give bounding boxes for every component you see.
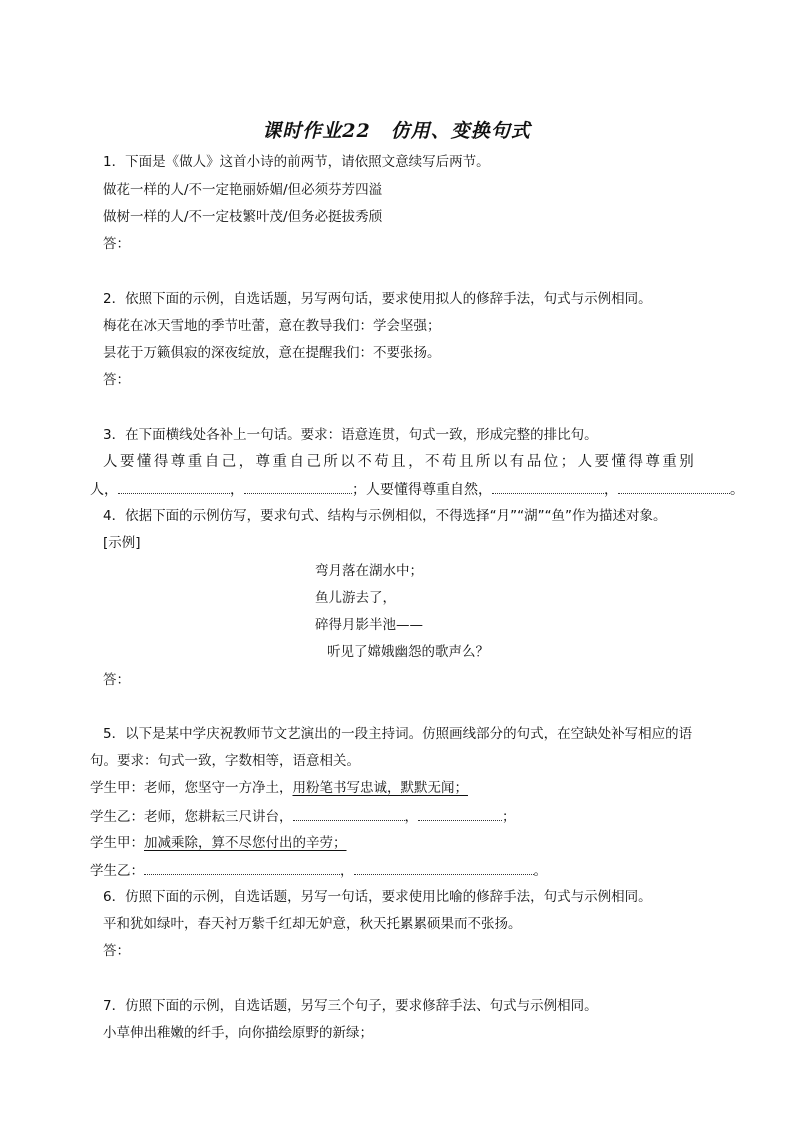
q5-b-semicolon: ； <box>502 809 516 825</box>
q3-period: 。 <box>730 482 744 498</box>
q5-line-c <box>90 833 347 853</box>
q5-c-underlined: 加减乘除，算不尽您付出的辛劳； <box>144 835 347 851</box>
q7-example-line: 小草伸出稚嫩的纤手，向你描绘原野的新绿； <box>103 1025 373 1041</box>
q1-example-line-2: 做树一样的人/不一定枝繁叶茂/但务必挺拔秀颀 <box>103 209 383 225</box>
q2-prompt: 2．依照下面的示例，自选话题，另写两句话，要求使用拟人的修辞手法，句式与示例相同。 <box>103 291 652 307</box>
q5-d-period: 。 <box>533 863 547 879</box>
q5-a-label: 学生甲：老师，您坚守一方净土， <box>90 780 293 796</box>
q3-text-mid: ；人要懂得尊重自然， <box>352 482 492 498</box>
q5-d-label: 学生乙： <box>90 863 144 879</box>
q3-comma-1: ， <box>230 482 244 498</box>
q2-example-line-2: 昙花于万籁俱寂的深夜绽放，意在提醒我们：不要张扬。 <box>103 345 441 361</box>
q1-prompt: 1．下面是《做人》这首小诗的前两节，请依照文意续写后两节。 <box>103 154 490 170</box>
q3-sentence-line-2 <box>90 479 744 500</box>
q3-blank-1[interactable] <box>118 479 230 494</box>
q7-prompt: 7．仿照下面的示例，自选话题，另写三个句子，要求修辞手法、句式与示例相同。 <box>103 998 598 1014</box>
q3-comma-2: ， <box>604 482 618 498</box>
q4-poem-line-4: 听见了嫦娥幽怨的歌声么？ <box>327 644 489 660</box>
q4-poem-line-1: 弯月落在湖水中； <box>315 563 423 579</box>
q3-prompt: 3．在下面横线处各补上一句话。要求：语意连贯，句式一致，形成完整的排比句。 <box>103 427 598 443</box>
q5-blank-d2[interactable] <box>354 860 534 875</box>
q5-blank-b2[interactable] <box>418 806 502 821</box>
q3-text-start: 人， <box>90 482 118 498</box>
q4-poem-line-2: 鱼儿游去了， <box>315 590 396 606</box>
q4-poem-line-3: 碎得月影半池—— <box>315 617 423 633</box>
q5-line-d <box>90 860 547 881</box>
q3-blank-3[interactable] <box>492 479 604 494</box>
q4-answer-label: 答： <box>103 672 130 688</box>
q5-c-label: 学生甲： <box>90 835 144 851</box>
q3-blank-4[interactable] <box>618 479 730 494</box>
q3-blank-2[interactable] <box>244 479 352 494</box>
q1-answer-label: 答： <box>103 236 130 252</box>
q2-example-line-1: 梅花在冰天雪地的季节吐蕾，意在教导我们：学会坚强； <box>103 318 441 334</box>
q5-line-b <box>90 806 516 827</box>
q1-example-line-1: 做花一样的人/不一定艳丽娇媚/但必须芬芳四溢 <box>103 182 383 198</box>
q5-line-a <box>90 778 468 798</box>
page-title: 课时作业22 仿用、变换句式 <box>262 120 531 142</box>
q5-b-label: 学生乙：老师，您耕耘三尺讲台， <box>90 809 293 825</box>
q4-example-label: [示例] <box>103 535 141 551</box>
q5-prompt-line-2: 句。要求：句式一致，字数相等，语意相关。 <box>90 753 360 769</box>
q2-answer-label: 答： <box>103 372 130 388</box>
q5-d-comma: ， <box>340 863 354 879</box>
q5-blank-d1[interactable] <box>144 860 340 875</box>
q5-b-comma: ， <box>404 809 418 825</box>
q4-prompt: 4．依据下面的示例仿写，要求句式、结构与示例相似，不得选择“月”“湖”“鱼”作为描述对象。 <box>103 508 667 524</box>
q6-example-line: 平和犹如绿叶，春天衬万紫千红却无妒意，秋天托累累硕果而不张扬。 <box>103 916 522 932</box>
q5-blank-b1[interactable] <box>293 806 405 821</box>
q5-prompt-line-1: 5．以下是某中学庆祝教师节文艺演出的一段主持词。仿照画线部分的句式，在空缺处补写相应的语 <box>103 726 693 742</box>
q6-prompt: 6．仿照下面的示例，自选话题，另写一句话，要求使用比喻的修辞手法，句式与示例相同。 <box>103 889 652 905</box>
q3-sentence-line-1: 人要懂得尊重自己，尊重自己所以不苟且，不苟且所以有品位；人要懂得尊重别 <box>103 454 695 470</box>
q5-a-underlined: 用粉笔书写忠诚，默默无闻； <box>292 780 468 796</box>
q6-answer-label: 答： <box>103 943 130 959</box>
